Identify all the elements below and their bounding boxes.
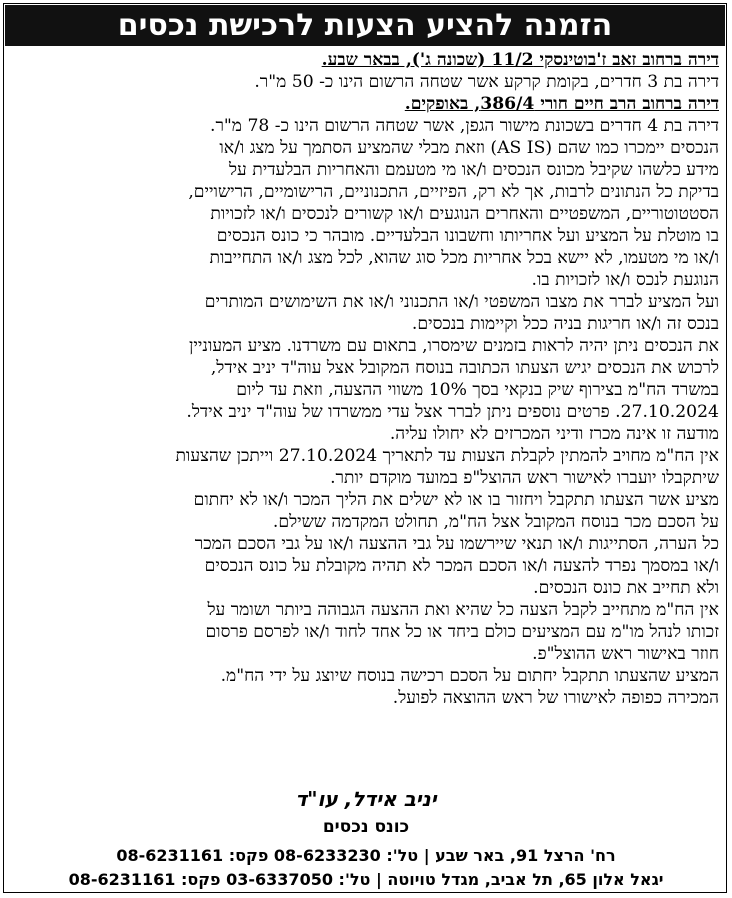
body-line: ו/או במסמך נפרד להצעה ו/או הסכם המכר לא תהיה מקובלת על כונס הנכסים	[204, 556, 719, 576]
body-line: שיתקבלו יועברו לאישור ראש ההוצל"פ במועד מוקדם יותר.	[330, 468, 719, 488]
body-line: בנכס זה ו/או חריגות בניה ככל וקיימות בנכסים.	[411, 314, 719, 334]
body-line: הנוגעת לנכס ו/או לזכויות בו.	[531, 270, 719, 290]
notice-title: הזמנה להציע הצעות לרכישת נכסים	[5, 5, 725, 46]
body-line: את הנכסים ניתן יהיה לראות בזמנים שימסרו, בתאום עם משרדנו. מציע המעוניין	[188, 336, 719, 356]
body-line: מודעה זו אינה מכרז ודיני המכרזים לא יחולו עליה.	[389, 424, 719, 444]
body-line: מציע אשר הצעתו תתקבל ויחזור בו או לא ישלים את הליך המכר ו/או לא יחתום	[193, 490, 719, 510]
body-line: הסטטוטוריים, המשפטיים והאחרים הנוגעים ו/או קשורים לנכסים ו/או לזכויות	[210, 204, 719, 224]
body-line: המציע שהצעתו תתקבל יחתום על הסכם רכישה בנוסח שיוצג על ידי הח"מ.	[220, 666, 719, 686]
signature-role: כונס נכסים	[322, 817, 410, 837]
body-line: ו/או מי מטעמו, לא יישא בכל אחריות מכל סוג שהוא, לכל מצג ו/או התחייבות	[209, 248, 719, 268]
body-line: הנכסים יימכרו כמו שהם (AS IS) וזאת מבלי שהמציע הסתמך על מצג ו/או	[219, 138, 719, 158]
signature-name: יניב אידל, עו"ד	[295, 787, 437, 811]
property-heading: דירה ברחוב הרב חיים חורי 386/4, באופקים.	[404, 94, 719, 114]
body-line: במשרד הח"מ בצירוף שיק בנקאי בסך 10% משווי ההצעה, וזאת עד ליום	[236, 380, 719, 400]
body-line: המכירה כפופה לאישורו של ראש ההוצאה לפועל.	[392, 688, 719, 708]
body-line: דירה בת 3 חדרים, בקומת קרקע אשר שטחה הרשום הינו כ- 50 מ"ר.	[254, 72, 719, 92]
body-line: 27.10.2024. פרטים נוספים ניתן לברר אצל עדי ממשרדו של עוה"ד יניב אידל.	[186, 402, 719, 422]
body-line: ועל המציע לברר את מצבו המשפטי ו/או התכנוני ו/או את השימושים המותרים	[204, 292, 719, 312]
body-line: אין הח"מ מתחייב לקבל הצעה כל שהיא ואת ההצעה הגבוהה ביותר ושומר על	[207, 600, 719, 620]
body-line: על הסכם מכר בנוסח המקובל אצל הח"מ, תחולט המקדמה ששילם.	[272, 512, 719, 532]
notice-body	[13, 49, 719, 709]
office-address-beer-sheva: רח' הרצל 91, באר שבע | טל': 08-6233230 פקס: 08-6231161	[116, 846, 616, 865]
body-line: דירה בת 4 חדרים בשכונת מישור הגפן, אשר שטחה הרשום הינו כ- 78 מ"ר.	[209, 116, 719, 136]
body-line: לרכוש את הנכסים יגיש הצעתו הכתובה בנוסח המקובל אצל עוה"ד יניב אידל,	[210, 358, 719, 378]
body-line: זכותו לנהל מו"מ עם המציעים כולם ביחד או כל אחד לחוד ו/או לפרסם פרסום	[205, 622, 719, 642]
body-line: ולא תחייב את כונס הנכסים.	[533, 578, 719, 598]
property-heading: דירה ברחוב זאב ז'בוטינסקי 11/2 (שכונה ג'), בבאר שבע.	[321, 50, 719, 70]
body-line: בדיקת כל הנתונים לרבות, אך לא רק, הפיזיים, התכנוניים, הרישומיים, הרישויים,	[188, 182, 719, 202]
body-line: חוזר באישור ראש ההוצל"פ.	[532, 644, 719, 664]
office-address-tel-aviv: יגאל אלון 65, תל אביב, מגדל טויוטה | טל': 03-6337050 פקס: 08-6231161	[68, 870, 664, 889]
body-line: מידע כלשהו שקיבל מכונס הנכסים ו/או מי מטעמם והאחריות הבלעדית על	[228, 160, 719, 180]
body-line: בו מוטלת על המציע ועל אחריותו וחשבונו הבלעדיים. מובהר כי כונס הנכסים	[216, 226, 719, 246]
body-line: אין הח"מ מחויב להמתין לקבלת הצעות עד לתאריך 27.10.2024 וייתכן שהצעות	[175, 446, 719, 466]
body-line: כל הערה, הסתייגות ו/או תנאי שיירשמו על גבי ההצעה ו/או על גבי הסכם המכר	[194, 534, 719, 554]
